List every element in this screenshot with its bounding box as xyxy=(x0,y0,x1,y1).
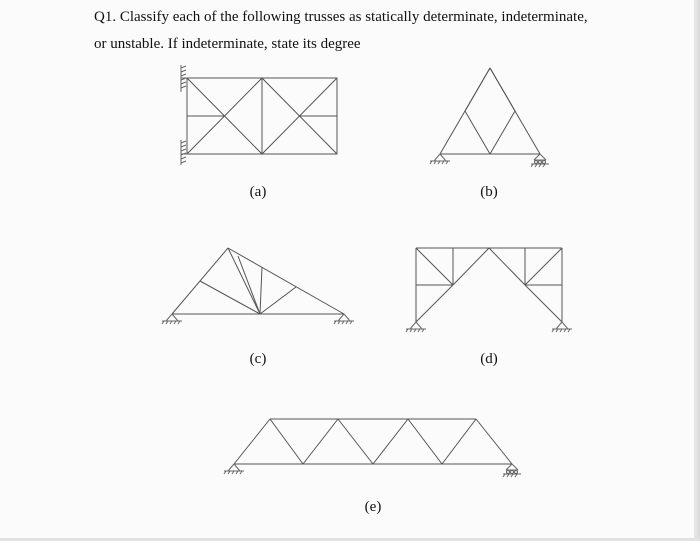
pin-support-icon xyxy=(552,322,572,332)
page-edge-right xyxy=(694,0,700,541)
pin-support-icon xyxy=(334,314,354,324)
question-line-2: or unstable. If indeterminate, state its degree xyxy=(94,36,361,52)
caption-a: (a) xyxy=(249,184,267,200)
pin-support-icon xyxy=(430,154,450,164)
roller-support-icon xyxy=(503,464,521,477)
wall-support-top-icon xyxy=(181,65,187,92)
caption-c: (c) xyxy=(249,351,267,367)
truss-c xyxy=(162,248,354,324)
caption-e: (e) xyxy=(364,499,382,515)
truss-a xyxy=(181,65,337,165)
pin-support-icon xyxy=(162,314,182,324)
pin-support-icon xyxy=(406,322,426,332)
wall-support-bottom-icon xyxy=(181,140,187,165)
truss-e xyxy=(224,419,521,477)
caption-b: (b) xyxy=(480,184,498,200)
roller-support-icon xyxy=(531,154,549,167)
pin-support-icon xyxy=(224,464,244,474)
truss-d xyxy=(406,248,572,332)
caption-d: (d) xyxy=(480,351,498,367)
truss-b xyxy=(430,68,549,167)
question-line-1: Q1. Classify each of the following trusses as statically determinate, indeterminate, xyxy=(94,9,588,25)
